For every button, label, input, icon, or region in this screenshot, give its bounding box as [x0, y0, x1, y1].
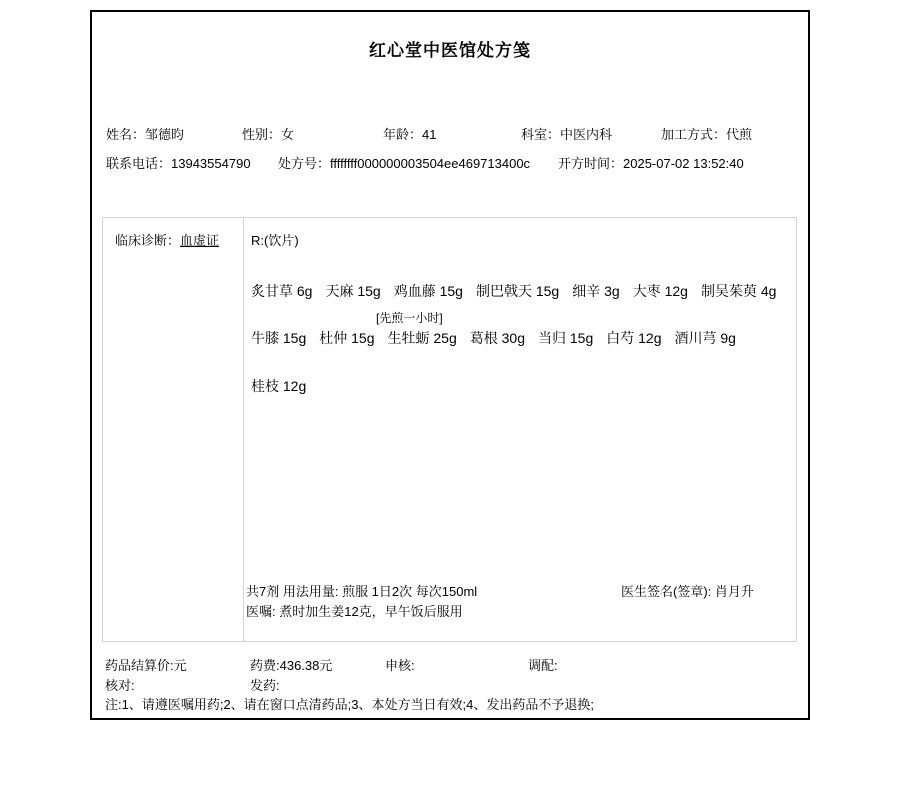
patient-gender-field: [242, 124, 294, 143]
review-field: 申核:: [385, 658, 415, 673]
medicine-line-2: [251, 328, 736, 348]
medicine-item: 大枣 12g: [632, 283, 688, 299]
medicine-item: 细辛 3g: [572, 283, 620, 299]
medicine-item: 当归 15g: [538, 330, 594, 346]
prescription-number-field: [278, 153, 530, 172]
medicine-item: 制巴戟天 15g: [475, 283, 560, 299]
medicine-item: 白芍 12g: [606, 330, 662, 346]
doctor-advice-line: 医嘱: 煮时加生姜12克，早午饭后服用: [246, 604, 463, 619]
medicine-line-3: [251, 376, 306, 396]
diagnosis-label: 临床诊断：: [115, 233, 181, 248]
patient-name-value: 邹德昀: [145, 127, 185, 142]
patient-phone-label: 联系电话：: [106, 156, 172, 171]
patient-gender-label: 性别：: [242, 127, 282, 142]
doctor-signature-label: 医生签名(签章):: [621, 584, 715, 599]
patient-gender-value: 女: [281, 127, 295, 142]
medicine-fee-field: 药费:436.38元: [250, 658, 333, 673]
medicine-item: 天麻 15g: [325, 283, 381, 299]
patient-age-field: [383, 124, 436, 143]
rx-header: R:(饮片): [251, 233, 299, 248]
medicine-item: 制吴茱萸 4g: [700, 283, 777, 299]
medicine-item: 生牡蛎 25g: [387, 330, 457, 346]
medicine-item: 杜仲 15g: [319, 330, 375, 346]
patient-name-label: 姓名：: [106, 127, 146, 142]
medicine-item: 牛膝 15g: [251, 330, 307, 346]
decoct-first-note: [先煎一小时]: [376, 311, 443, 325]
settlement-price-field: 药品结算价:元: [105, 658, 187, 673]
issue-time-field: [558, 153, 744, 172]
column-divider: [243, 218, 244, 641]
doctor-signature: [621, 581, 754, 600]
medicine-item: 葛根 30g: [469, 330, 525, 346]
patient-age-label: 年龄：: [383, 127, 423, 142]
processing-method-field: [661, 124, 752, 143]
compound-field: 调配:: [528, 658, 558, 673]
prescription-sheet: [90, 10, 810, 720]
footer-notes: 注:1、请遵医嘱用药;2、请在窗口点清药品;3、本处方当日有效;4、发出药品不予退换;: [105, 697, 594, 712]
prescription-number-label: 处方号：: [278, 156, 331, 171]
patient-department-field: [521, 124, 612, 143]
patient-department-value: 中医内科: [560, 127, 613, 142]
medicine-item: 桂枝 12g: [251, 378, 307, 394]
prescription-body-box: [102, 217, 797, 642]
patient-age-value: 41: [422, 127, 437, 142]
doctor-signature-value: 肖月升: [714, 584, 754, 599]
processing-method-label: 加工方式：: [661, 127, 727, 142]
patient-department-label: 科室：: [521, 127, 561, 142]
issue-time-label: 开方时间：: [558, 156, 624, 171]
medicine-item: 鸡血藤 15g: [393, 283, 463, 299]
patient-name-field: [106, 124, 184, 143]
prescription-number-value: ffffffff000000003504ee469713400c: [330, 156, 531, 171]
dosage-line: 共7剂 用法用量: 煎服 1日2次 每次150ml: [246, 584, 478, 599]
issue-time-value: 2025-07-02 13:52:40: [623, 156, 744, 171]
medicine-item: 酒川芎 9g: [674, 330, 736, 346]
patient-phone-value: 13943554790: [171, 156, 251, 171]
diagnosis-panel: [115, 230, 219, 249]
diagnosis-value: 血虚证: [180, 233, 220, 248]
page-title: 红心堂中医馆处方笺: [369, 41, 531, 60]
medicine-line-1: [251, 281, 776, 301]
medicine-item: 炙甘草 6g: [251, 283, 313, 299]
processing-method-value: 代煎: [726, 127, 753, 142]
dispense-field: 发药:: [250, 678, 280, 693]
verify-field: 核对:: [105, 678, 135, 693]
patient-phone-field: [106, 153, 251, 172]
